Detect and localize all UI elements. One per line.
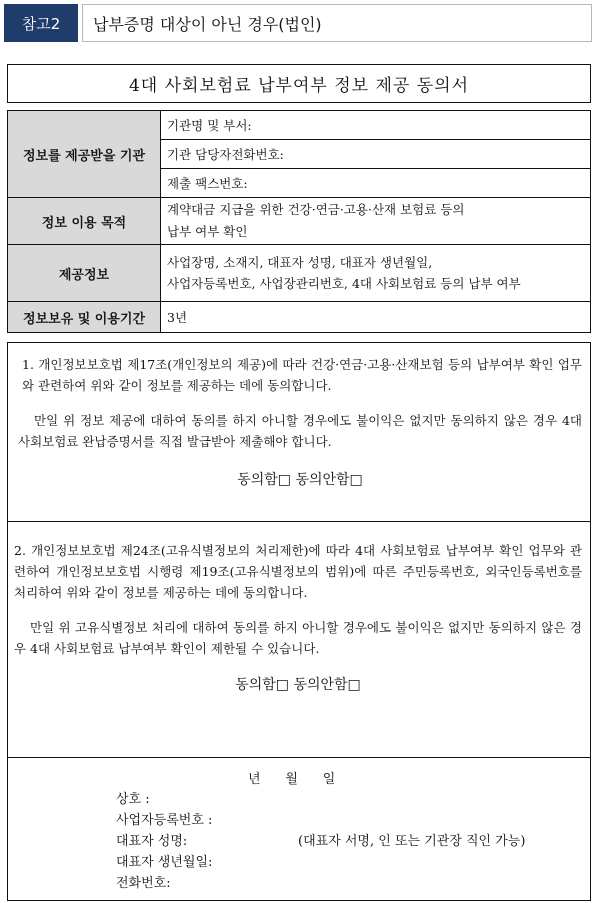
consent-2-notice: 만일 위 고유식별정보 처리에 대하여 동의를 하지 아니할 경우에도 불이익은 없지만 동의하지 않은 경우 4대 사회보험료 납부여부 확인이 제한될 수 있습니다. — [14, 620, 582, 656]
consent-1-agree[interactable]: 동의함□ 동의안함□ — [237, 472, 363, 488]
info-table — [7, 110, 591, 333]
purpose-value: 계약대금 지급을 위한 건강·연금·고용·산재 보험료 등의 납부 여부 확인 — [161, 198, 591, 245]
retention-label: 정보보유 및 이용기간 — [8, 302, 161, 333]
reference-tag: 참고2 — [4, 4, 78, 42]
rep-name-field: 대표자 성명: — [116, 834, 188, 849]
header-title: 납부증명 대상이 아닌 경우(법인) — [82, 4, 592, 42]
provider-line-2: 기관 담당자전화번호: — [161, 140, 591, 169]
provider-line-3: 제출 팩스번호: — [161, 169, 591, 198]
consent-1-text: 1. 개인정보보호법 제17조(개인정보의 제공)에 따라 건강·연금·고용·산재보험 등의 납부여부 확인 업무와 관련하여 위와 같이 정보를 제공하는 데에 동의합니다. — [22, 357, 582, 393]
retention-value: 3년 — [161, 302, 591, 333]
provided-label: 제공정보 — [8, 245, 161, 302]
signature-block — [7, 758, 591, 901]
consent-2-agree[interactable]: 동의함□ 동의안함□ — [235, 677, 361, 693]
purpose-label: 정보 이용 목적 — [8, 198, 161, 245]
provided-value: 사업장명, 소재지, 대표자 성명, 대표자 생년월일, 사업자등록번호, 사업장관리번호, 4대 사회보험료 등의 납부 여부 — [161, 245, 591, 302]
sign-date: 년 월 일 — [248, 772, 336, 787]
company-name-field: 상호 : — [116, 792, 150, 807]
rep-birth-field: 대표자 생년월일: — [116, 855, 213, 870]
consent-section-1 — [7, 342, 591, 522]
consent-2-text: 2. 개인정보보호법 제24조(고유식별정보의 처리제한)에 따라 4대 사회보험료 납부여부 확인 업무와 관련하여 개인정보보호법 시행령 제19조(고유식별정보의 범위)에 따른 주민등록번호, 외국인등록번호를 처리하여 위와 같이 정보를 제공하는 데에 동의합니다. — [14, 543, 582, 600]
biz-no-field: 사업자등록번호 : — [116, 813, 213, 828]
rep-sign-note: (대표자 서명, 인 또는 기관장 직인 가능) — [298, 834, 526, 849]
phone-field: 전화번호: — [116, 876, 171, 891]
section-header — [4, 4, 592, 42]
provider-label: 정보를 제공받을 기관 — [8, 111, 161, 198]
provider-line-1: 기관명 및 부서: — [161, 111, 591, 140]
consent-1-notice: 만일 위 정보 제공에 대하여 동의를 하지 아니할 경우에도 불이익은 없지만 동의하지 않은 경우 4대 사회보험료 완납증명서를 직접 발급받아 제출해야 합니다. — [18, 413, 582, 449]
document-title: 4대 사회보험료 납부여부 정보 제공 동의서 — [7, 64, 591, 103]
consent-section-2 — [7, 522, 591, 758]
